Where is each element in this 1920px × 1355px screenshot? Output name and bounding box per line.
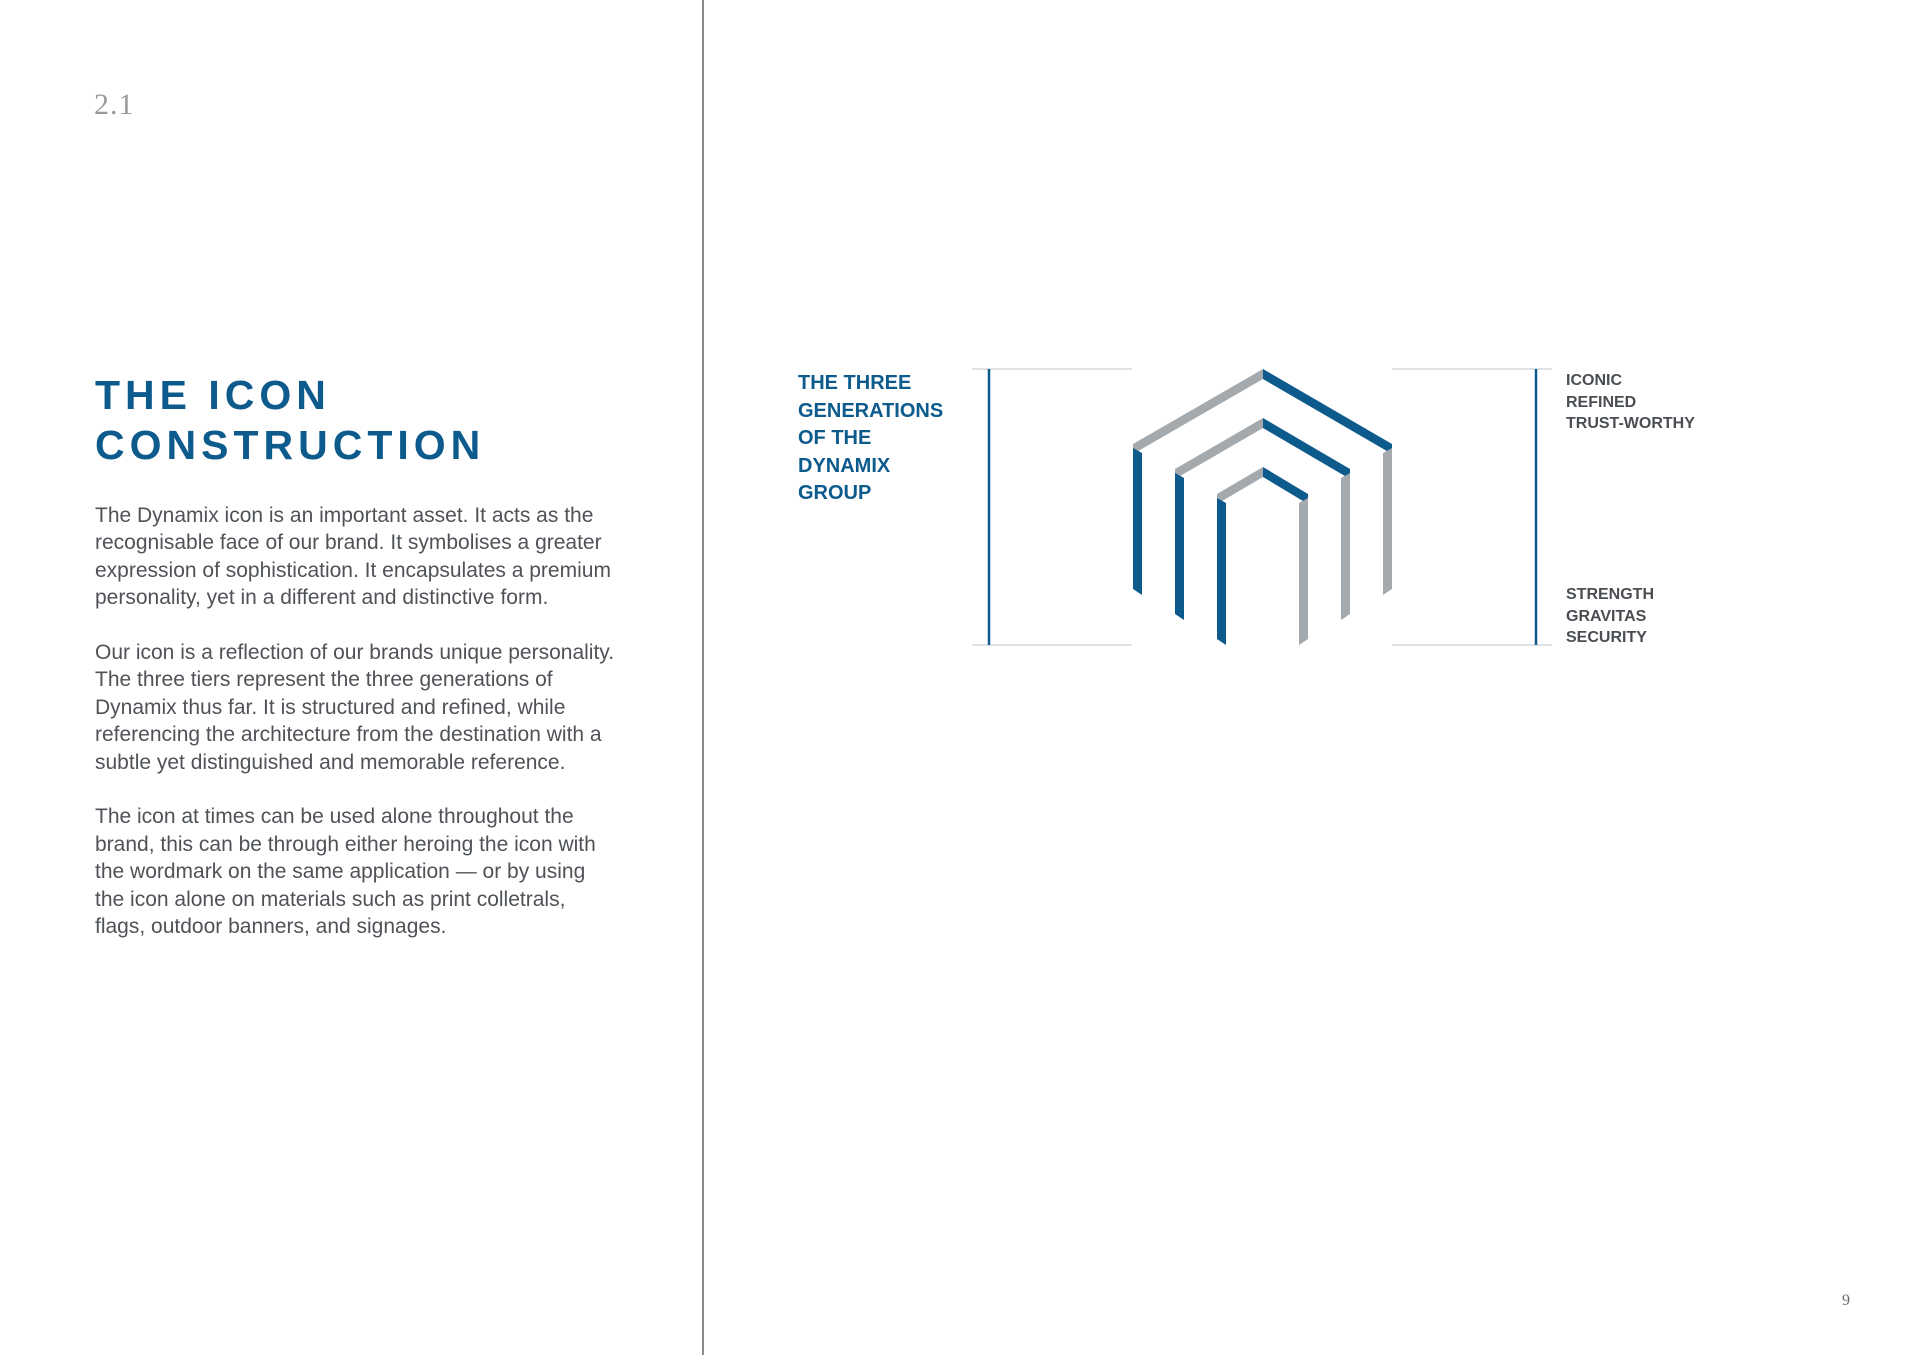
- dynamix-icon: [1133, 369, 1392, 645]
- attribute-iconic: ICONIC: [1566, 372, 1622, 389]
- generations-label-line: THE THREE: [798, 372, 912, 394]
- middle-tier-roof-right: [1263, 418, 1350, 479]
- title-line-1: THE ICON: [95, 372, 331, 418]
- attribute-strength: STRENGTH: [1566, 586, 1654, 603]
- outer-tier-wall-right: [1383, 448, 1392, 595]
- generations-label-line: OF THE: [798, 427, 872, 449]
- attribute-security: SECURITY: [1566, 629, 1647, 646]
- outer-tier-roof-left: [1133, 369, 1263, 454]
- middle-tier-wall-left: [1175, 473, 1184, 620]
- inner-tier-wall-right: [1299, 498, 1308, 645]
- generations-label-line: DYNAMIX: [798, 454, 891, 477]
- attribute-gravitas: GRAVITAS: [1566, 607, 1647, 625]
- outer-tier-wall-left: [1133, 448, 1142, 595]
- title-line-2: CONSTRUCTION: [95, 422, 486, 468]
- body-paragraph-1: The Dynamix icon is an important asset. It acts as the recognisable face of our brand. It symbolises a greater expression of sophistication. It encapsulates a premium personality, yet in a different and distinctive form.: [95, 504, 611, 610]
- middle-tier-wall-right: [1341, 473, 1350, 620]
- outer-tier-roof-right: [1263, 369, 1392, 454]
- inner-tier-roof-left: [1217, 467, 1263, 504]
- body-paragraph-3: The icon at times can be used alone throughout the brand, this can be through either heroing the icon with the wordmark on the same application — or by using the icon alone on materials such as print colletrals, flags, outdoor banners, and signages.: [95, 805, 596, 939]
- generations-label-line: GENERATIONS: [798, 399, 944, 422]
- generations-label: [798, 370, 943, 508]
- page-number: 9: [1842, 1292, 1850, 1309]
- section-number: 2.1: [94, 88, 135, 121]
- generations-label-line: GROUP: [798, 482, 872, 504]
- attribute-trust-worthy: TRUST-WORTHY: [1566, 415, 1695, 432]
- attributes-top: [1566, 370, 1695, 435]
- inner-tier-wall-left: [1217, 498, 1226, 645]
- body-paragraph-2: Our icon is a reflection of our brands unique personality. The three tiers represent the three generations of Dynamix thus far. It is structured and refined, while referencing the architecture from the destination with a subtle yet distinguished and memorable reference.: [95, 641, 615, 774]
- attributes-bottom: [1566, 584, 1654, 649]
- middle-tier-roof-left: [1175, 418, 1263, 479]
- guide-lines: [972, 369, 1552, 645]
- inner-tier-roof-right: [1263, 467, 1308, 504]
- attribute-refined: REFINED: [1566, 393, 1637, 411]
